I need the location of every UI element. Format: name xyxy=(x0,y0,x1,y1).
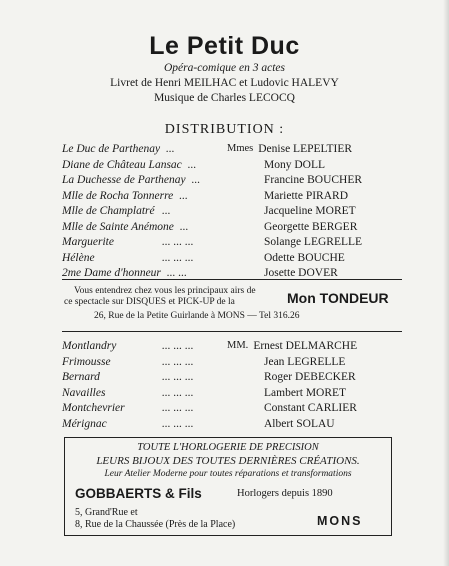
cast-list-women xyxy=(62,143,402,283)
jeweller-since: Horlogers depuis 1890 xyxy=(237,488,333,499)
role-name: Hélène xyxy=(62,251,95,264)
role-name: Mlle de Rocha Tonnerre xyxy=(62,189,174,202)
actor-name: Ernest DELMARCHE xyxy=(253,340,358,352)
role-name: La Duchesse de Parthenay xyxy=(62,174,186,186)
leader-dots: ... xyxy=(179,220,189,233)
cast-row xyxy=(62,340,402,356)
records-shop-name: Mon TONDEUR xyxy=(287,290,389,306)
records-ad xyxy=(62,284,402,326)
role-name: Marguerite xyxy=(62,236,114,248)
cast-row xyxy=(62,236,402,252)
jeweller-city: MONS xyxy=(317,514,363,528)
genre-subtitle: Opéra-comique en 3 actes xyxy=(163,62,286,74)
records-ad-address: 26, Rue de la Petite Guirlande à MONS — Tel 316.26 xyxy=(94,311,300,321)
honorific: MM. xyxy=(227,340,249,351)
cast-row xyxy=(62,356,402,372)
cast-row xyxy=(62,371,402,387)
leader-dots: ... ... ... xyxy=(162,386,194,399)
leader-dots: ... ... xyxy=(166,267,188,279)
jeweller-line2: LEURS BIJOUX DES TOUTES DERNIÈRES CRÉATIONS. xyxy=(96,455,360,467)
leader-dots: ... ... ... xyxy=(162,236,194,248)
role-name: 2me Dame d'honneur xyxy=(62,267,161,279)
leader-dots: ... xyxy=(179,189,188,202)
actor-name: Jean LEGRELLE xyxy=(264,355,346,368)
cast-list-men xyxy=(62,340,402,433)
jeweller-ad xyxy=(64,437,392,536)
music-credit: Musique de Charles LECOCQ xyxy=(154,92,295,104)
actor-name: Albert SOLAU xyxy=(264,417,335,430)
page-edge-shadow xyxy=(443,0,449,566)
jeweller-line3: Leur Atelier Moderne pour toutes réparations et transformations xyxy=(104,469,352,479)
cast-row xyxy=(62,143,402,159)
leader-dots: ... ... ... xyxy=(162,371,194,383)
cast-row xyxy=(62,159,402,175)
role-name: Le Duc de Parthenay xyxy=(62,143,161,155)
cast-row xyxy=(62,174,402,190)
role-name: Montchevrier xyxy=(62,402,125,414)
leader-dots: ... ... ... xyxy=(162,417,194,430)
cast-row xyxy=(62,387,402,403)
actor-name: Constant CARLIER xyxy=(264,402,357,414)
role-name: Mérignac xyxy=(62,417,107,430)
actor-name: Josette DOVER xyxy=(264,267,338,279)
cast-row xyxy=(62,252,402,268)
records-ad-line2: ce spectacle sur DISQUES et PICK-UP de la xyxy=(64,297,235,307)
role-name: Bernard xyxy=(62,371,100,383)
leader-dots: ... xyxy=(187,158,197,171)
divider xyxy=(62,331,402,332)
role-name: Mlle de Sainte Anémone xyxy=(62,220,174,233)
cast-row xyxy=(62,190,402,206)
leader-dots: ... ... ... xyxy=(162,340,194,352)
honorific: Mmes xyxy=(227,143,254,154)
leader-dots: ... ... ... xyxy=(162,251,194,264)
divider xyxy=(62,279,402,280)
role-name: Mlle de Champlatré xyxy=(62,205,155,217)
leader-dots: ... xyxy=(162,205,171,217)
jeweller-address2: 8, Rue de la Chaussée (Près de la Place) xyxy=(75,519,236,530)
actor-name: Lambert MORET xyxy=(264,386,347,399)
leader-dots: ... xyxy=(191,174,201,186)
libretto-credit: Livret de Henri MEILHAC et Ludovic HALEVY xyxy=(110,77,339,89)
leader-dots: ... ... ... xyxy=(162,355,194,368)
cast-row xyxy=(62,418,402,434)
role-name: Montlandry xyxy=(62,340,117,352)
actor-name: Mariette PIRARD xyxy=(264,189,349,202)
leader-dots: ... xyxy=(166,143,175,155)
actor-name: Francine BOUCHER xyxy=(264,174,363,186)
role-name: Frimousse xyxy=(62,355,111,368)
page-title: Le Petit Duc xyxy=(149,32,300,60)
cast-row xyxy=(62,402,402,418)
distribution-heading: DISTRIBUTION : xyxy=(164,122,285,137)
jeweller-line1: TOUTE L'HORLOGERIE DE PRECISION xyxy=(137,442,319,453)
actor-name: Mony DOLL xyxy=(264,158,326,171)
actor-name: Odette BOUCHE xyxy=(264,251,345,264)
role-name: Navailles xyxy=(62,386,106,399)
jeweller-address1: 5, Grand'Rue et xyxy=(75,507,138,518)
jeweller-name: GOBBAERTS & Fils xyxy=(75,486,202,501)
cast-row xyxy=(62,267,402,283)
actor-name: Georgette BERGER xyxy=(264,220,358,233)
role-name: Diane de Château Lansac xyxy=(62,158,182,171)
cast-row xyxy=(62,221,402,237)
leader-dots: ... ... ... xyxy=(162,402,194,414)
records-ad-line1: Vous entendrez chez vous les principaux airs de xyxy=(74,286,256,296)
actor-name: Roger DEBECKER xyxy=(264,371,356,383)
cast-row xyxy=(62,205,402,221)
actor-name: Denise LEPELTIER xyxy=(258,143,353,155)
actor-name: Jacqueline MORET xyxy=(264,205,356,217)
actor-name: Solange LEGRELLE xyxy=(264,236,363,248)
